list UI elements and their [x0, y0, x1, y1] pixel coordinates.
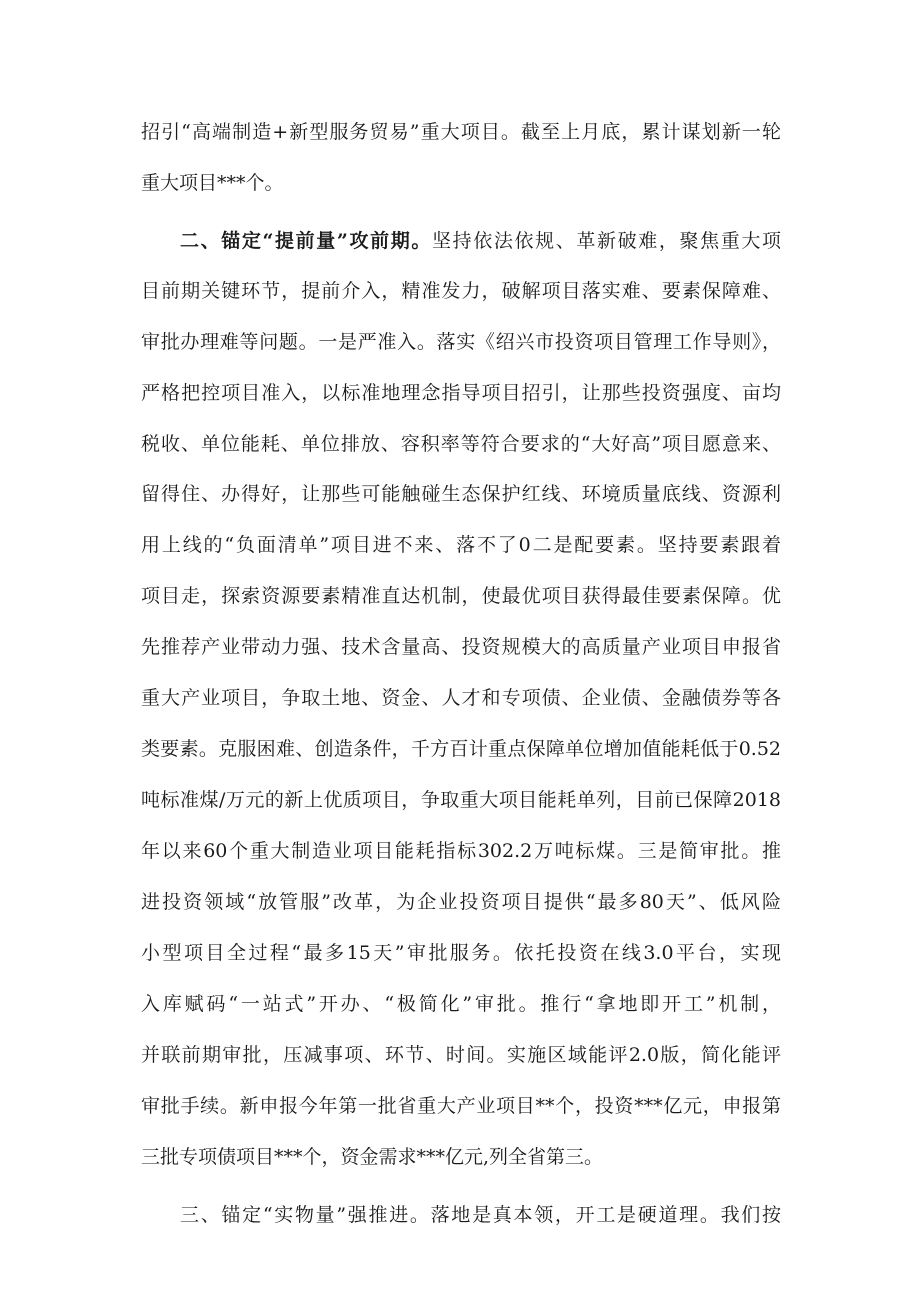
paragraph-line: 项目走，探索资源要素精准直达机制，使最优项目获得最佳要素保障。优: [141, 585, 781, 607]
section-heading-line: [180, 229, 781, 253]
paragraph-line: 重大产业项目，争取土地、资金、人才和专项债、企业债、金融债券等各: [141, 687, 781, 709]
paragraph-line: 用上线的“负面清单”项目进不来、落不了0二是配要素。坚持要素跟着: [141, 534, 781, 556]
paragraph-line: 留得住、办得好，让那些可能触碰生态保护红线、环境质量底线、资源利: [141, 483, 781, 505]
paragraph-line: 招引“高端制造+新型服务贸易”重大项目。截至上月底，累计谋划新一轮: [141, 121, 781, 143]
paragraph-line: 税收、单位能耗、单位排放、容积率等符合要求的“大好高”项目愿意来、: [141, 433, 781, 455]
paragraph-line: 目前期关键环节，提前介入，精准发力，破解项目落实难、要素保障难、: [141, 280, 781, 302]
section-heading: 二、锚定“提前量”攻前期。: [180, 230, 432, 252]
paragraph-line: 吨标准煤/万元的新上优质项目，争取重大项目能耗单列，目前已保障2018: [141, 789, 781, 811]
paragraph-line: 严格把控项目准入，以标准地理念指导项目招引，让那些投资强度、亩均: [141, 382, 781, 404]
paragraph-text: 坚持依法依规、革新破难，聚焦重大项: [431, 230, 781, 252]
paragraph-line: 审批办理难等问题。一是严准入。落实《绍兴市投资项目管理工作导则》，: [141, 331, 781, 353]
paragraph-line: 年以来60个重大制造业项目能耗指标302.2万吨标煤。三是简审批。推: [141, 840, 781, 862]
paragraph-line: 先推荐产业带动力强、技术含量高、投资规模大的高质量产业项目申报省: [141, 636, 781, 658]
paragraph-line: 审批手续。新申报今年第一批省重大产业项目**个，投资***亿元，申报第: [141, 1095, 781, 1117]
paragraph-line: 重大项目***个。: [141, 172, 284, 194]
paragraph-line: 小型项目全过程“最多15天”审批服务。依托投资在线3.0平台，实现: [141, 942, 781, 964]
paragraph-line: 进投资领域“放管服”改革，为企业投资项目提供“最多80天”、低风险: [141, 891, 781, 913]
paragraph-line: 三、锚定“实物量”强推进。落地是真本领，开工是硬道理。我们按: [180, 1204, 781, 1226]
paragraph-line: 并联前期审批，压减事项、环节、时间。实施区域能评2.0版，简化能评: [141, 1044, 781, 1066]
paragraph-line: 入库赋码“一站式”开办、“极简化”审批。推行“拿地即开工”机制，: [141, 993, 781, 1015]
paragraph-line: 三批专项债项目***个，资金需求***亿元,列全省第三。: [141, 1146, 604, 1168]
paragraph-line: 类要素。克服困难、创造条件，千方百计重点保障单位增加值能耗低于0.52: [141, 738, 781, 760]
